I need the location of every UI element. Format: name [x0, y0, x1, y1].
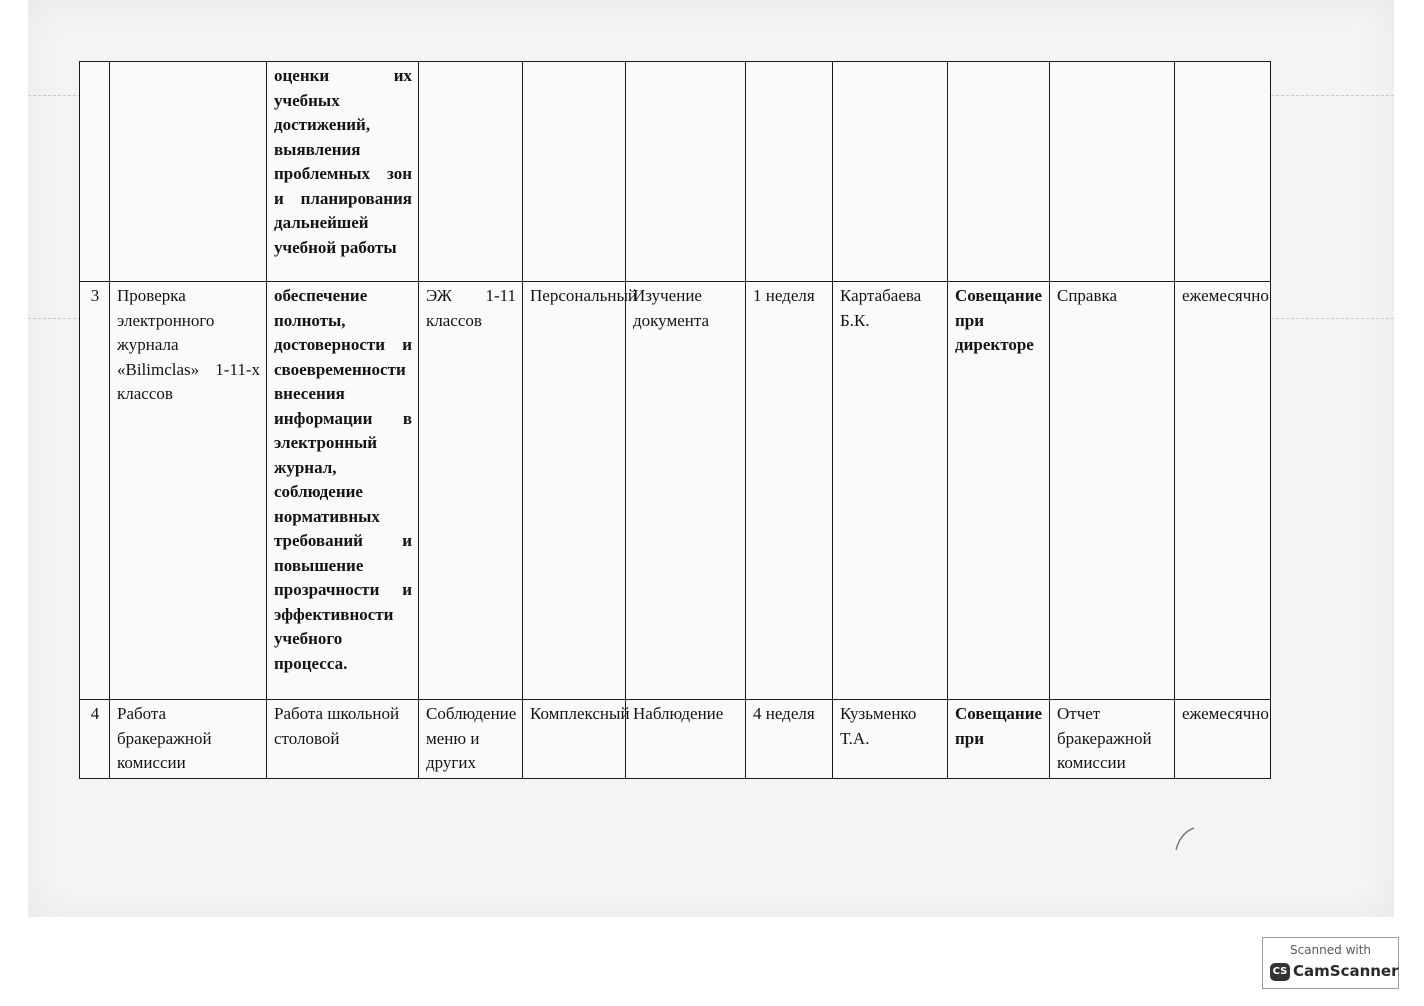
cell-date — [746, 62, 833, 282]
row-number: 3 — [80, 282, 110, 700]
camscanner-watermark — [1262, 937, 1399, 989]
cell-responsible — [833, 62, 948, 282]
cell-result: Отчет бракеражной комиссии — [1050, 700, 1175, 779]
cell-type: Комплексный — [523, 700, 626, 779]
watermark-caption: Scanned with — [1289, 943, 1372, 957]
cell-method — [626, 62, 746, 282]
cell-method: Изучение документа — [626, 282, 746, 700]
pen-mark-icon — [1174, 826, 1196, 852]
cell-result: Справка — [1050, 282, 1175, 700]
cell-type: Персональный — [523, 282, 626, 700]
cell-type — [523, 62, 626, 282]
table-row — [80, 700, 1271, 779]
cell-object: ЭЖ 1-11 классов — [419, 282, 523, 700]
watermark-brand: CamScanner — [1293, 962, 1399, 980]
cell-frequency — [1175, 62, 1271, 282]
cell-method: Наблюдение — [626, 700, 746, 779]
camscanner-logo-icon: CS — [1270, 963, 1290, 981]
cell-review-place: Совещание при директоре — [948, 282, 1050, 700]
cell-date: 1 неделя — [746, 282, 833, 700]
cell-goal: оценки их учебных достижений, выявления проблемных зон и планирования дальнейшей учебной работы — [267, 62, 419, 282]
row-number: 4 — [80, 700, 110, 779]
cell-responsible: Кузьменко Т.А. — [833, 700, 948, 779]
cell-object — [419, 62, 523, 282]
cell-review-place — [948, 62, 1050, 282]
cell-frequency: ежемесячно — [1175, 700, 1271, 779]
cell-subject: Проверка электронного журнала «Bilimclas» 1-11-х классов — [110, 282, 267, 700]
cell-goal: обеспечение полноты, достоверности и своевременности внесения информации в электронный журнал, соблюдение нормативных требований и повышение прозрачности и эффективности учебного процесса. — [267, 282, 419, 700]
cell-review-place: Совещание при — [948, 700, 1050, 779]
cell-object: Соблюдение меню и других — [419, 700, 523, 779]
row-number — [80, 62, 110, 282]
cell-subject — [110, 62, 267, 282]
cell-result — [1050, 62, 1175, 282]
cell-goal: Работа школьной столовой — [267, 700, 419, 779]
cell-responsible: Картабаева Б.К. — [833, 282, 948, 700]
plan-table — [79, 61, 1271, 779]
cell-frequency: ежемесячно — [1175, 282, 1271, 700]
table-row — [80, 282, 1271, 700]
table-row — [80, 62, 1271, 282]
cell-subject: Работа бракеражной комиссии — [110, 700, 267, 779]
cell-date: 4 неделя — [746, 700, 833, 779]
